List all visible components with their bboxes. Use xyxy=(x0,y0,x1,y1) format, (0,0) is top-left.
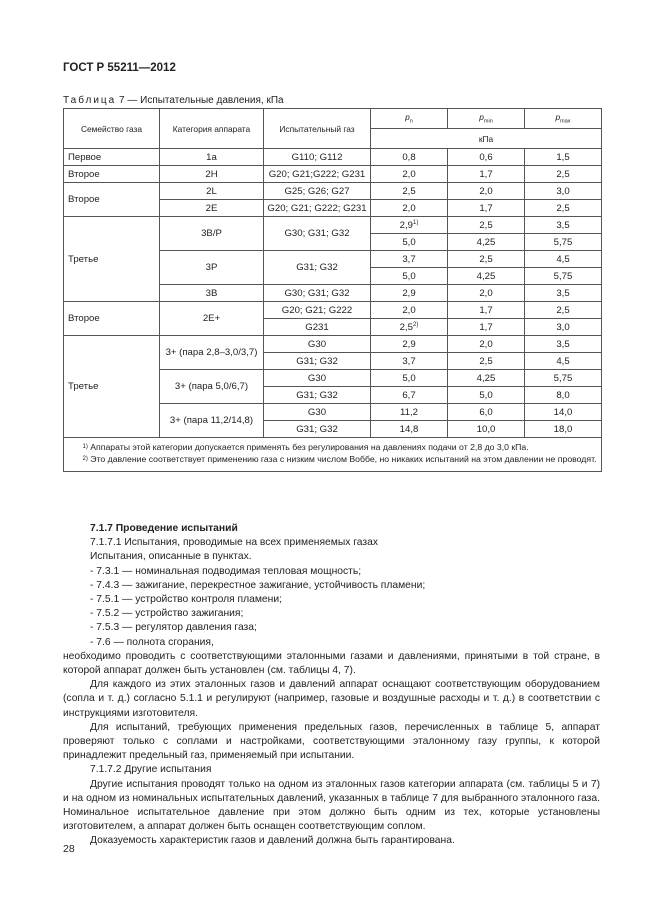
table-row xyxy=(64,217,602,234)
paragraph: необходимо проводить с соответствующими эталонными газами и давлениями, принятыми в той стране, в которой аппарат должен быть установлен (см. таблицы 4, 7). xyxy=(63,650,600,677)
cell: 1,7 xyxy=(448,200,525,217)
footnotes-cell xyxy=(64,438,602,472)
cell: 3+ (пара 2,8–3,0/3,7) xyxy=(160,336,264,370)
cell: 2H xyxy=(160,166,264,183)
cell: 3,5 xyxy=(525,217,602,234)
list-item: - 7.5.1 — устройство контроля пламени; xyxy=(90,594,282,606)
paragraph: Для испытаний, требующих применения предельных газов, перечисленных в таблице 5, аппарат проверяют только с соплами и настройками, соответствующими эталонному газу группы, к которой принадлежит предельный газ, применяемый при испытании. xyxy=(63,721,600,762)
caption-word: Таблица xyxy=(63,95,117,106)
cell: 5,0 xyxy=(448,387,525,404)
cell: G20; G21; G222 xyxy=(264,302,371,319)
table-caption xyxy=(63,95,284,106)
cell: G31; G32 xyxy=(264,353,371,370)
header-p-n: $p_n$ xyxy=(371,109,448,129)
cell: Второе xyxy=(64,183,160,217)
cell: 11,2 xyxy=(371,404,448,421)
cell: G30; G31; G32 xyxy=(264,217,371,251)
cell: G30 xyxy=(264,404,371,421)
cell: G31; G32 xyxy=(264,387,371,404)
cell: 2,5$^{2)}$ xyxy=(371,319,448,336)
table-row xyxy=(64,166,602,183)
cell: 2,0 xyxy=(448,285,525,302)
cell: 4,5 xyxy=(525,251,602,268)
paragraph: Другие испытания проводят только на одном из эталонных газов категории аппарата (см. таблицы 5 и 7) и на одном из номинальных испытательных давлений, указанных в таблице 7 для выбранного эталонного газа. Номинальное испытательное давление при этом должно быть одним из тех, которые установлены изготовителем, а аппарат должен быть оснащен соответствующим соплом. xyxy=(63,778,600,833)
cell: 5,75 xyxy=(525,370,602,387)
cell: 5,0 xyxy=(371,234,448,251)
cell: Третье xyxy=(64,217,160,302)
cell: 5,75 xyxy=(525,268,602,285)
cell: 3B xyxy=(160,285,264,302)
document-header: ГОСТ Р 55211—2012 xyxy=(63,62,176,74)
cell: 5,0 xyxy=(371,370,448,387)
cell: 14,0 xyxy=(525,404,602,421)
cell: 4,25 xyxy=(448,370,525,387)
cell: G110; G112 xyxy=(264,149,371,166)
paragraph: Для каждого из этих эталонных газов и давлений аппарат оснащают соответствующим оборудованием (сопла и т. д.) согласно 5.1.1 и регулируют (например, газовые и воздушные расходы и т. д.) в соответствии с инструкциями изготовителя. xyxy=(63,679,600,719)
cell: 2,5 xyxy=(448,251,525,268)
cell: 2,0 xyxy=(371,166,448,183)
cell: G30; G31; G32 xyxy=(264,285,371,302)
cell: 3,7 xyxy=(371,251,448,268)
cell: 2,5 xyxy=(525,166,602,183)
cell: 4,25 xyxy=(448,234,525,251)
cell: 8,0 xyxy=(525,387,602,404)
cell: 3+ (пара 5,0/6,7) xyxy=(160,370,264,404)
cell: G20; G21;G222; G231 xyxy=(264,166,371,183)
cell: 2,0 xyxy=(371,200,448,217)
cell: 0,6 xyxy=(448,149,525,166)
cell: G25; G26; G27 xyxy=(264,183,371,200)
cell: 2,5 xyxy=(371,183,448,200)
cell: 1,5 xyxy=(525,149,602,166)
table-footnotes-row xyxy=(64,438,602,472)
cell: G31; G32 xyxy=(264,251,371,285)
cell: G20; G21; G222; G231 xyxy=(264,200,371,217)
cell: 1,7 xyxy=(448,319,525,336)
cell: G30 xyxy=(264,370,371,387)
cell: 1,7 xyxy=(448,302,525,319)
cell: 2,5 xyxy=(448,353,525,370)
cell: G31; G32 xyxy=(264,421,371,438)
header-unit: кПа xyxy=(371,129,602,149)
header-gas-family: Семейство газа xyxy=(64,109,160,149)
list-item: - 7.5.2 — устройство зажигания; xyxy=(90,608,244,620)
section-heading: 7.1.7 Проведение испытаний xyxy=(90,523,238,534)
header-test-gas: Испытательный газ xyxy=(264,109,371,149)
cell: 1,7 xyxy=(448,166,525,183)
caption-title: Испытательные давления, кПа xyxy=(140,95,284,106)
cell: 3+ (пара 11,2/14,8) xyxy=(160,404,264,438)
cell: 2,5 xyxy=(448,217,525,234)
page-number: 28 xyxy=(63,843,75,855)
cell: 2,0 xyxy=(371,302,448,319)
cell: 1a xyxy=(160,149,264,166)
cell: Первое xyxy=(64,149,160,166)
footnote-1: $^{1)}$ Аппараты этой категории допускается применять без регулирования на давлениях подачи от 2,8 до 3,0 кПа. xyxy=(82,442,529,452)
cell: 6,0 xyxy=(448,404,525,421)
cell: 3,7 xyxy=(371,353,448,370)
cell: Второе xyxy=(64,166,160,183)
caption-number: 7 xyxy=(119,95,125,106)
header-p-min: $p_{min}$ xyxy=(448,109,525,129)
cell: 5,0 xyxy=(371,268,448,285)
header-appliance-category: Категория аппарата xyxy=(160,109,264,149)
list-item: - 7.4.3 — зажигание, перекрестное зажигание, устойчивость пламени; xyxy=(90,579,426,591)
list-item: - 7.5.3 — регулятор давления газа; xyxy=(90,622,257,634)
cell: 14,8 xyxy=(371,421,448,438)
cell: 2L xyxy=(160,183,264,200)
cell: Второе xyxy=(64,302,160,336)
cell: 3,0 xyxy=(525,183,602,200)
cell: 3,5 xyxy=(525,336,602,353)
table-row xyxy=(64,336,602,353)
cell: 2,9$^{1)}$ xyxy=(371,217,448,234)
list-item: - 7.6 — полнота сгорания, xyxy=(90,636,214,648)
cell: 2,0 xyxy=(448,336,525,353)
list-item: - 7.3.1 — номинальная подводимая тепловая мощность; xyxy=(90,565,362,577)
footnote-2: $^{2)}$ Это давление соответствует применению газа с низким числом Воббе, но никаких испытаний на этом давлении не проводят. xyxy=(82,454,597,464)
header-p-max: $p_{max}$ xyxy=(525,109,602,129)
cell: 4,25 xyxy=(448,268,525,285)
cell: 3P xyxy=(160,251,264,285)
paragraph: Испытания, описанные в пунктах. xyxy=(90,551,252,563)
cell: 3B/P xyxy=(160,217,264,251)
cell: 2,5 xyxy=(525,200,602,217)
cell: Третье xyxy=(64,336,160,438)
caption-dash: — xyxy=(127,95,138,106)
pressure-table xyxy=(63,108,602,472)
cell: 2E+ xyxy=(160,302,264,336)
cell: 6,7 xyxy=(371,387,448,404)
cell: 4,5 xyxy=(525,353,602,370)
cell: 0,8 xyxy=(371,149,448,166)
subsection-heading: 7.1.7.2 Другие испытания xyxy=(90,764,212,776)
cell: 5,75 xyxy=(525,234,602,251)
table-row xyxy=(64,183,602,200)
paragraph: Доказуемость характеристик газов и давлений должна быть гарантирована. xyxy=(90,835,455,847)
table-row xyxy=(64,302,602,319)
cell: 18,0 xyxy=(525,421,602,438)
cell: G30 xyxy=(264,336,371,353)
cell: G231 xyxy=(264,319,371,336)
cell: 2E xyxy=(160,200,264,217)
cell: 10,0 xyxy=(448,421,525,438)
subsection-heading: 7.1.7.1 Испытания, проводимые на всех применяемых газах xyxy=(90,537,379,549)
table-row xyxy=(64,149,602,166)
cell: 2,9 xyxy=(371,285,448,302)
cell: 2,5 xyxy=(525,302,602,319)
cell: 3,5 xyxy=(525,285,602,302)
cell: 2,9 xyxy=(371,336,448,353)
cell: 2,0 xyxy=(448,183,525,200)
cell: 3,0 xyxy=(525,319,602,336)
